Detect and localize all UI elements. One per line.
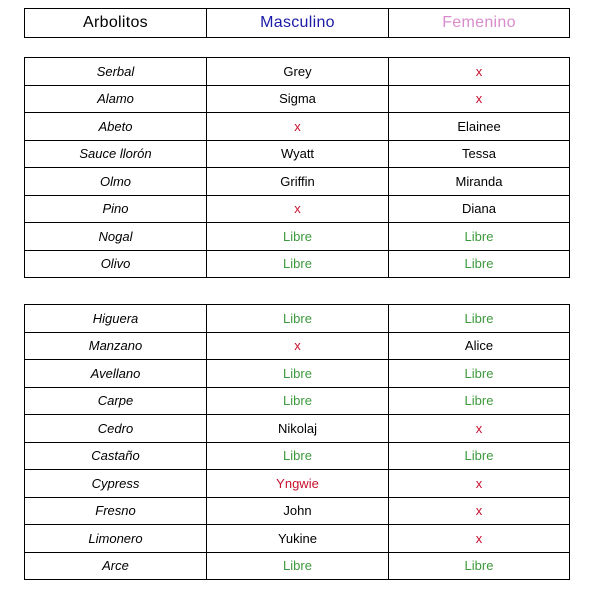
- masculino-cell: Libre: [207, 552, 389, 580]
- table-row: [25, 195, 570, 223]
- femenino-cell: Libre: [389, 305, 570, 333]
- table-row: [25, 497, 570, 525]
- femenino-cell: Libre: [389, 360, 570, 388]
- masculino-cell: Yukine: [207, 525, 389, 553]
- table-row: [25, 387, 570, 415]
- table-row: [25, 85, 570, 113]
- table-row: [25, 305, 570, 333]
- femenino-cell: Libre: [389, 442, 570, 470]
- masculino-cell: Libre: [207, 250, 389, 278]
- femenino-cell: Libre: [389, 387, 570, 415]
- masculino-cell: Sigma: [207, 85, 389, 113]
- tree-name-cell: Pino: [25, 195, 207, 223]
- table-row: [25, 332, 570, 360]
- masculino-cell: Libre: [207, 305, 389, 333]
- table-row: [25, 415, 570, 443]
- table-row: [25, 168, 570, 196]
- tree-name-cell: Olivo: [25, 250, 207, 278]
- femenino-cell: Tessa: [389, 140, 570, 168]
- tree-name-cell: Avellano: [25, 360, 207, 388]
- masculino-cell: Libre: [207, 223, 389, 251]
- masculino-cell: Libre: [207, 442, 389, 470]
- femenino-cell: Diana: [389, 195, 570, 223]
- masculino-cell: Griffin: [207, 168, 389, 196]
- tree-table-group-2: [24, 304, 570, 580]
- table-row: [25, 113, 570, 141]
- table-row: [25, 250, 570, 278]
- header-row: [25, 9, 570, 38]
- femenino-cell: Elainee: [389, 113, 570, 141]
- table-row: [25, 552, 570, 580]
- masculino-cell: Libre: [207, 360, 389, 388]
- femenino-cell: x: [389, 470, 570, 498]
- tree-name-cell: Castaño: [25, 442, 207, 470]
- masculino-cell: John: [207, 497, 389, 525]
- masculino-cell: Libre: [207, 387, 389, 415]
- tree-name-cell: Cedro: [25, 415, 207, 443]
- tree-name-cell: Olmo: [25, 168, 207, 196]
- tree-table-group-1: [24, 57, 570, 278]
- masculino-cell: x: [207, 332, 389, 360]
- femenino-cell: x: [389, 85, 570, 113]
- table-row: [25, 470, 570, 498]
- masculino-cell: x: [207, 113, 389, 141]
- tree-name-cell: Sauce llorón: [25, 140, 207, 168]
- masculino-cell: x: [207, 195, 389, 223]
- femenino-cell: Libre: [389, 250, 570, 278]
- tree-name-cell: Alamo: [25, 85, 207, 113]
- table-row: [25, 140, 570, 168]
- femenino-cell: x: [389, 497, 570, 525]
- masculino-cell: Yngwie: [207, 470, 389, 498]
- tree-name-cell: Higuera: [25, 305, 207, 333]
- header-femenino: Femenino: [389, 9, 570, 38]
- masculino-cell: Nikolaj: [207, 415, 389, 443]
- tree-name-cell: Cypress: [25, 470, 207, 498]
- femenino-cell: x: [389, 58, 570, 86]
- masculino-cell: Wyatt: [207, 140, 389, 168]
- tree-name-cell: Arce: [25, 552, 207, 580]
- femenino-cell: Libre: [389, 552, 570, 580]
- table-row: [25, 360, 570, 388]
- tree-name-cell: Serbal: [25, 58, 207, 86]
- tree-name-cell: Nogal: [25, 223, 207, 251]
- header-arbolitos: Arbolitos: [25, 9, 207, 38]
- femenino-cell: Alice: [389, 332, 570, 360]
- header-masculino: Masculino: [207, 9, 389, 38]
- tree-name-cell: Manzano: [25, 332, 207, 360]
- tree-name-cell: Limonero: [25, 525, 207, 553]
- femenino-cell: x: [389, 415, 570, 443]
- femenino-cell: Miranda: [389, 168, 570, 196]
- tree-name-cell: Carpe: [25, 387, 207, 415]
- femenino-cell: Libre: [389, 223, 570, 251]
- femenino-cell: x: [389, 525, 570, 553]
- header-table: [24, 8, 570, 38]
- tree-name-cell: Abeto: [25, 113, 207, 141]
- masculino-cell: Grey: [207, 58, 389, 86]
- table-row: [25, 223, 570, 251]
- table-row: [25, 58, 570, 86]
- table-row: [25, 525, 570, 553]
- table-row: [25, 442, 570, 470]
- tree-name-cell: Fresno: [25, 497, 207, 525]
